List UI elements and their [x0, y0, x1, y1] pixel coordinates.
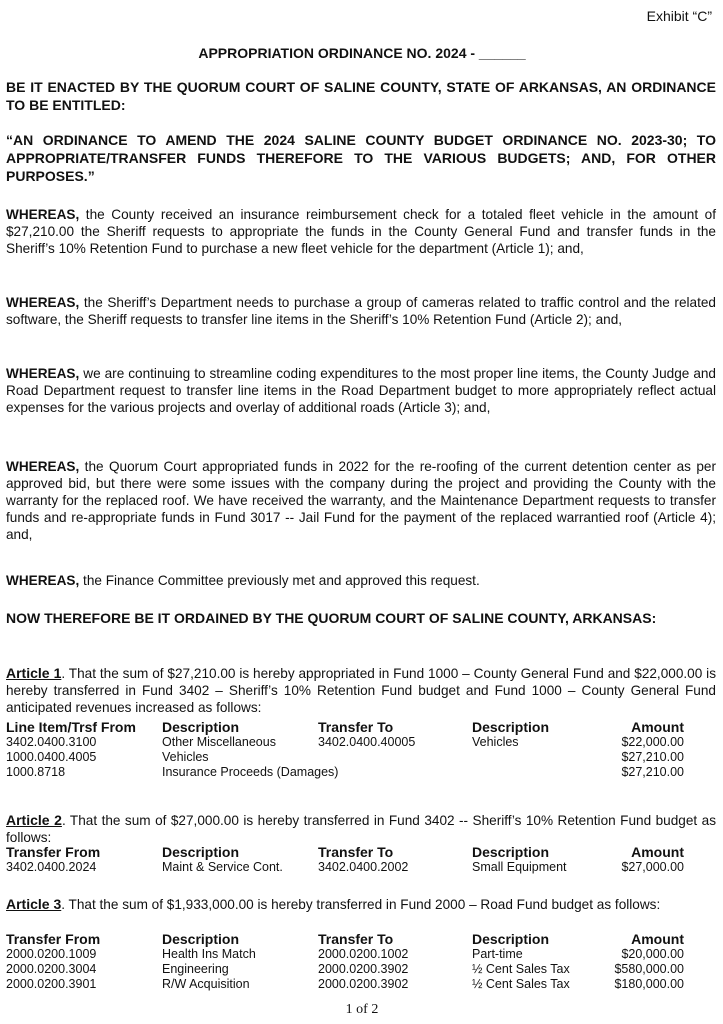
table-header-row — [6, 844, 718, 860]
column-header: Amount — [631, 719, 684, 735]
ordained-clause: NOW THEREFORE BE IT ORDAINED BY THE QUORUM COURT OF SALINE COUNTY, ARKANSAS: — [6, 610, 657, 626]
table-cell: $27,210.00 — [621, 750, 684, 764]
table-header-row — [6, 719, 718, 735]
table-cell: $27,210.00 — [621, 765, 684, 779]
article-3-text — [6, 896, 716, 913]
table-cell: Other Miscellaneous — [162, 735, 276, 749]
whereas-text: the County received an insurance reimbursement check for a totaled fleet vehicle in the amount of $27,210.00 the Sheriff requests to appropriate the funds in the County General Fund and transfer funds in the Sheriff’s 10% Retention Fund to purchase a new fleet vehicle for the department (Article 1); and, — [6, 207, 716, 256]
table-cell: ½ Cent Sales Tax — [472, 962, 570, 976]
table-cell: 2000.0200.1009 — [6, 947, 97, 961]
ordinance-title: “AN ORDINANCE TO AMEND THE 2024 SALINE COUNTY BUDGET ORDINANCE NO. 2023-30; TO APPROPRIATE/TRANSFER FUNDS THEREFORE TO THE VARIOUS BUDGETS; AND, FOR OTHER PURPOSES.” — [6, 132, 716, 184]
table-cell: ½ Cent Sales Tax — [472, 977, 570, 991]
whereas-text: the Quorum Court appropriated funds in 2022 for the re-roofing of the current detention center as per approved bid, but there were some issues with the company during the project and providing the County with the warranty for the replaced roof. We have received the warranty, and the Maintenance Department requests to transfer funds and re-appropriate funds in Fund 3017 -- Jail Fund for the payment of the replaced warrantied roof (Article 4); and, — [6, 459, 716, 542]
whereas-label: WHEREAS, — [6, 366, 80, 381]
table-cell: 3402.0400.3100 — [6, 735, 97, 749]
whereas-paragraph-5 — [6, 572, 716, 589]
article-label: Article 3 — [6, 896, 62, 912]
whereas-label: WHEREAS, — [6, 207, 80, 222]
column-header: Amount — [631, 844, 684, 860]
column-header: Line Item/Trsf From — [6, 719, 136, 735]
table-cell: $22,000.00 — [621, 735, 684, 749]
table-cell: Health Ins Match — [162, 947, 256, 961]
article-label: Article 2 — [6, 812, 62, 828]
table-cell: 2000.0200.3902 — [318, 962, 409, 976]
table-header-row — [6, 931, 718, 947]
table-cell — [318, 750, 472, 765]
whereas-paragraph-1 — [6, 206, 716, 257]
exhibit-label: Exhibit “C” — [646, 8, 712, 24]
table-cell: Vehicles — [472, 735, 519, 749]
article-1-table — [6, 719, 718, 780]
ordinance-heading: APPROPRIATION ORDINANCE NO. 2024 - ______ — [198, 45, 526, 61]
table-cell: Engineering — [162, 962, 229, 976]
table-cell: Insurance Proceeds (Damages) — [162, 765, 339, 779]
whereas-paragraph-3 — [6, 365, 716, 416]
enacted-clause: BE IT ENACTED BY THE QUORUM COURT OF SALINE COUNTY, STATE OF ARKANSAS, AN ORDINANCE TO BE ENTITLED: — [6, 79, 716, 113]
table-row — [6, 735, 718, 750]
table-cell: $27,000.00 — [621, 860, 684, 874]
article-3-table — [6, 931, 718, 992]
table-cell: 1000.8718 — [6, 765, 66, 779]
article-body: . That the sum of $27,000.00 is hereby transferred in Fund 3402 -- Sheriff’s 10% Retention Fund budget as follows: — [6, 813, 716, 845]
column-header: Description — [162, 931, 240, 947]
article-1-text — [6, 665, 716, 716]
table-cell: 3402.0400.40005 — [318, 735, 416, 749]
column-header: Description — [472, 844, 550, 860]
column-header: Description — [162, 844, 240, 860]
table-cell: R/W Acquisition — [162, 977, 250, 991]
article-label: Article 1 — [6, 665, 62, 681]
table-cell: 2000.0200.1002 — [318, 947, 409, 961]
table-cell: $20,000.00 — [621, 947, 684, 961]
table-cell: 2000.0200.3902 — [318, 977, 409, 991]
table-row — [6, 977, 718, 992]
table-cell: 3402.0400.2002 — [318, 860, 409, 874]
table-cell: $180,000.00 — [614, 977, 684, 991]
table-row — [6, 962, 718, 977]
whereas-text: we are continuing to streamline coding expenditures to the most proper line items, the County Judge and Road Department request to transfer line items in the Road Department budget to more appropriately reflect actual expenses for the various projects and overlay of additional roads (Article 3); and, — [6, 366, 716, 415]
table-cell: Maint & Service Cont. — [162, 860, 283, 874]
article-body: . That the sum of $27,210.00 is hereby appropriated in Fund 1000 – County General Fund and $22,000.00 is hereby transferred in Fund 3402 – Sheriff’s 10% Retention Fund budget and Fund 1000 – County General Fund anticipated revenues increased as follows: — [6, 666, 716, 715]
table-cell: Vehicles — [162, 750, 209, 764]
article-body: . That the sum of $1,933,000.00 is hereby transferred in Fund 2000 – Road Fund budget as follows: — [61, 897, 661, 912]
table-row — [6, 947, 718, 962]
table-cell: $580,000.00 — [614, 962, 684, 976]
table-cell: 2000.0200.3901 — [6, 977, 97, 991]
column-header: Transfer To — [318, 931, 394, 947]
whereas-paragraph-4 — [6, 458, 716, 543]
whereas-text: the Sheriff’s Department needs to purchase a group of cameras related to traffic control and the related software, the Sheriff requests to transfer line items in the Sheriff’s 10% Retention Fund (Article 2); and, — [6, 295, 716, 327]
table-cell: Part-time — [472, 947, 523, 961]
table-cell: 3402.0400.2024 — [6, 860, 97, 874]
whereas-label: WHEREAS, — [6, 459, 80, 474]
column-header: Transfer To — [318, 719, 394, 735]
page-number: 1 of 2 — [345, 1002, 379, 1017]
column-header: Amount — [631, 931, 684, 947]
table-cell: 2000.0200.3004 — [6, 962, 97, 976]
table-cell: Small Equipment — [472, 860, 567, 874]
table-row — [6, 750, 718, 765]
table-cell: 1000.0400.4005 — [6, 750, 97, 764]
column-header: Transfer From — [6, 931, 101, 947]
whereas-paragraph-2 — [6, 294, 716, 328]
whereas-text: the Finance Committee previously met and approved this request. — [79, 573, 480, 588]
whereas-label: WHEREAS, — [6, 295, 80, 310]
table-cell — [472, 750, 602, 765]
table-row — [6, 860, 718, 875]
table-row — [6, 765, 718, 780]
article-2-text — [6, 812, 716, 846]
column-header: Description — [162, 719, 240, 735]
column-header: Transfer To — [318, 844, 394, 860]
whereas-label: WHEREAS, — [6, 573, 80, 588]
column-header: Transfer From — [6, 844, 101, 860]
article-2-table — [6, 844, 718, 875]
column-header: Description — [472, 719, 550, 735]
column-header: Description — [472, 931, 550, 947]
